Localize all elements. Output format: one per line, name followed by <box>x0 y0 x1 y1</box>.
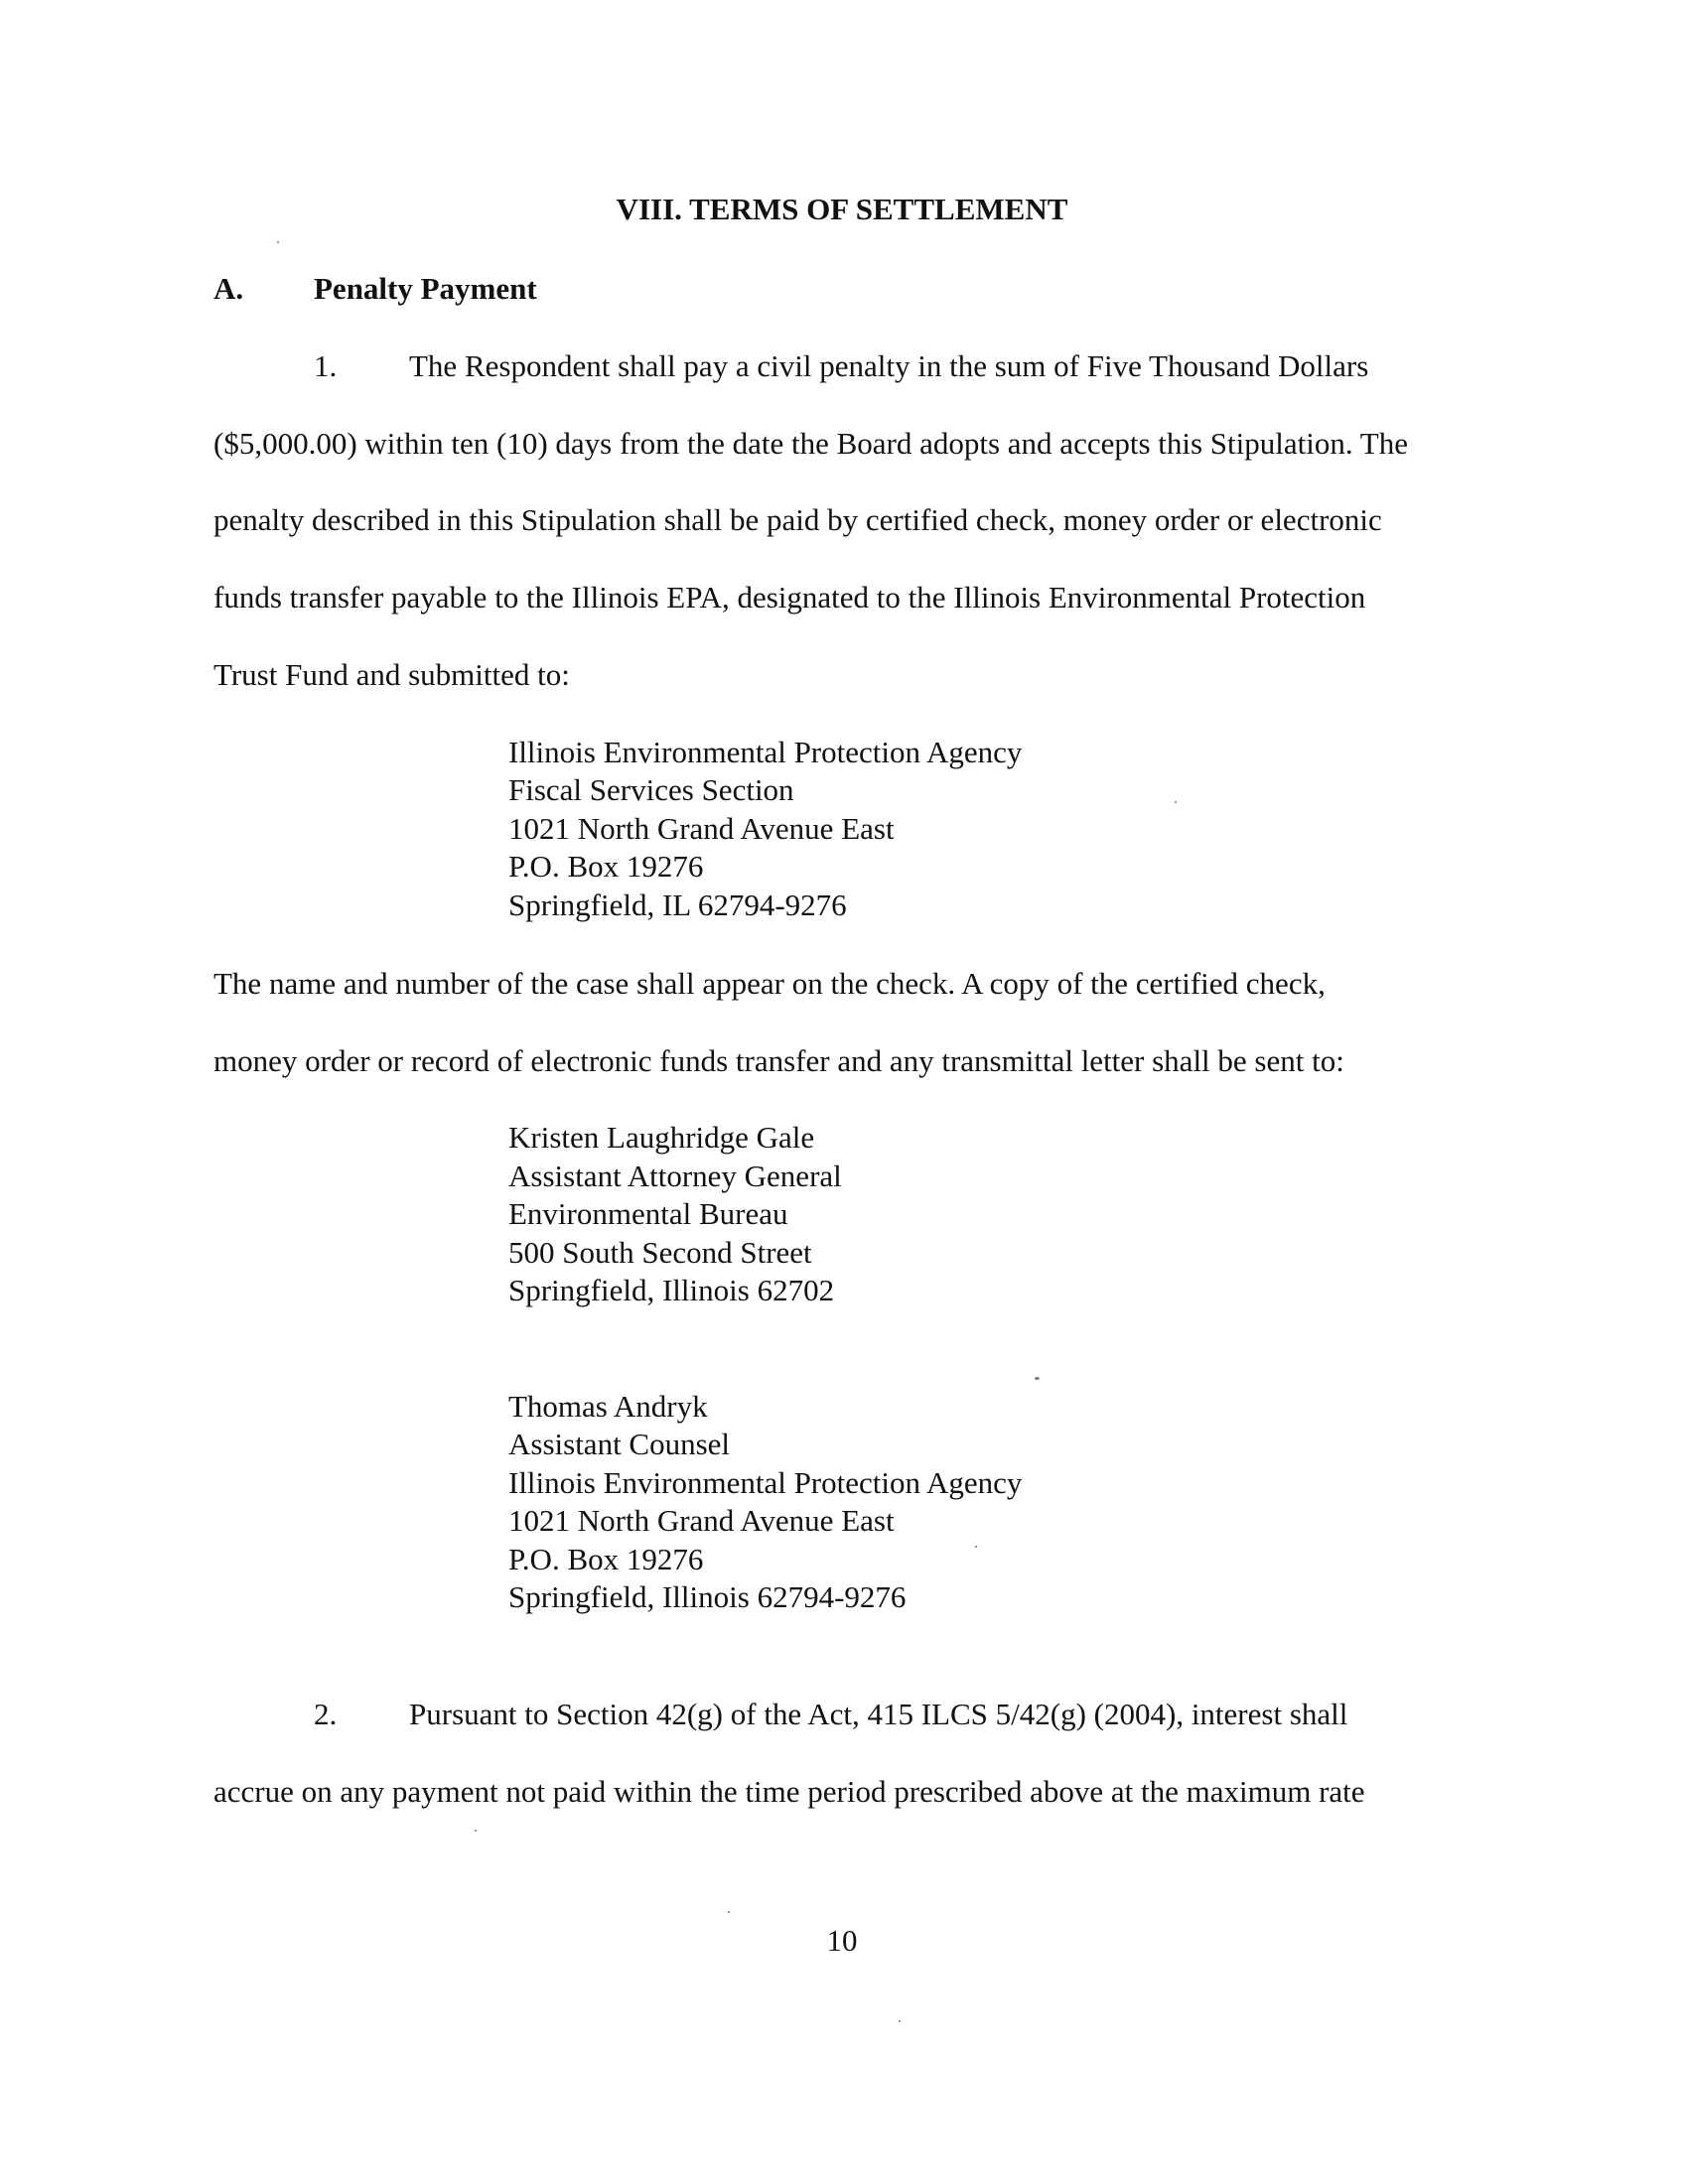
address-line: 1021 North Grand Avenue East <box>508 1503 895 1538</box>
paragraph-2-line: accrue on any payment not paid within the time period prescribed above at the maximum rate <box>213 1774 1365 1809</box>
paragraph-1-number: 1. <box>314 348 338 383</box>
address-line: P.O. Box 19276 <box>508 849 704 884</box>
address-line: Environmental Bureau <box>508 1196 788 1231</box>
address-line: Thomas Andryk <box>508 1389 708 1424</box>
scan-speck <box>899 2020 901 2022</box>
subsection-title: Penalty Payment <box>314 271 537 306</box>
section-heading: VIII. TERMS OF SETTLEMENT <box>616 192 1068 226</box>
scan-speck <box>1035 1377 1040 1380</box>
address-line: Illinois Environmental Protection Agency <box>508 1465 1023 1500</box>
paragraph-1-line: Trust Fund and submitted to: <box>213 657 570 692</box>
scan-speck <box>277 241 279 243</box>
address-line: Assistant Attorney General <box>508 1159 842 1193</box>
subsection-letter: A. <box>213 271 244 306</box>
address-line: P.O. Box 19276 <box>508 1542 704 1576</box>
scan-speck <box>728 1911 730 1913</box>
paragraph-2-line: Pursuant to Section 42(g) of the Act, 415 ILCS 5/42(g) (2004), interest shall <box>409 1697 1348 1731</box>
page-number: 10 <box>826 1923 858 1958</box>
address-line: Assistant Counsel <box>508 1427 731 1461</box>
address-line: Fiscal Services Section <box>508 772 794 807</box>
address-line: 1021 North Grand Avenue East <box>508 811 895 846</box>
copy-instruction-line: money order or record of electronic funds transfer and any transmittal letter shall be sent to: <box>213 1043 1344 1078</box>
address-line: Illinois Environmental Protection Agency <box>508 735 1023 769</box>
paragraph-1-line: funds transfer payable to the Illinois EPA, designated to the Illinois Environmental Protection <box>213 580 1366 614</box>
paragraph-2-number: 2. <box>314 1697 338 1731</box>
paragraph-1-line: ($5,000.00) within ten (10) days from the date the Board adopts and accepts this Stipulation. The <box>213 426 1409 461</box>
address-line: Kristen Laughridge Gale <box>508 1120 815 1155</box>
scan-speck <box>1175 801 1177 803</box>
scan-speck <box>475 1830 477 1832</box>
paragraph-1-line: penalty described in this Stipulation shall be paid by certified check, money order or electronic <box>213 502 1382 537</box>
copy-instruction-line: The name and number of the case shall appear on the check. A copy of the certified check, <box>213 966 1326 1001</box>
address-line: Springfield, Illinois 62702 <box>508 1273 835 1307</box>
address-line: Springfield, Illinois 62794-9276 <box>508 1579 907 1614</box>
address-line: Springfield, IL 62794-9276 <box>508 887 847 922</box>
address-line: 500 South Second Street <box>508 1235 812 1270</box>
paragraph-1-line: The Respondent shall pay a civil penalty in the sum of Five Thousand Dollars <box>409 348 1369 383</box>
scan-speck <box>975 1546 977 1548</box>
